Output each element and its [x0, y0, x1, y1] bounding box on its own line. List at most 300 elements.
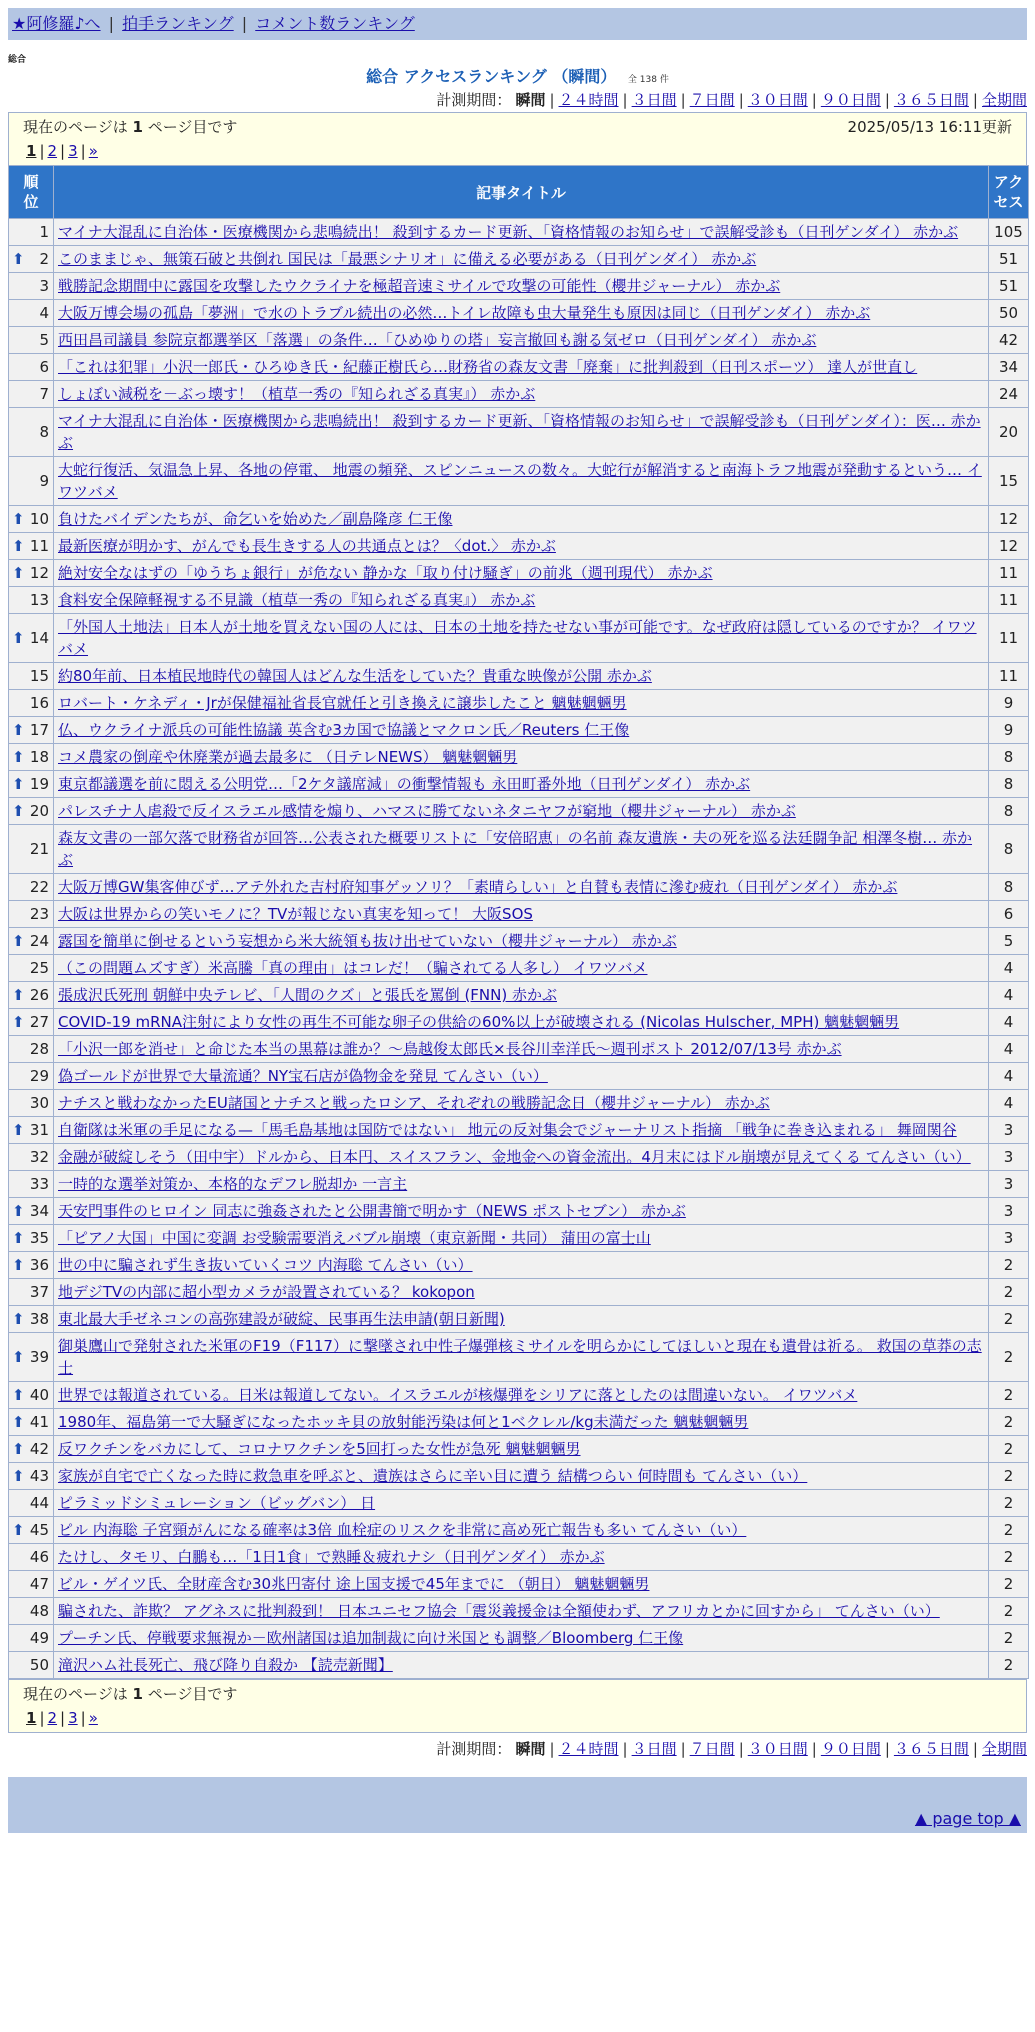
article-link[interactable]: 露国を簡単に倒せるという妄想から米大統領も抜け出せていない（櫻井ジャーナル） 赤かぶ — [58, 932, 677, 950]
table-row — [9, 1306, 1028, 1332]
up-arrow-icon: ⬆ — [12, 1256, 25, 1274]
page-separator: | — [80, 1709, 86, 1727]
period-option[interactable]: ７日間 — [689, 91, 735, 109]
article-link[interactable]: 「外国人土地法」日本人が土地を買えない国の人には、日本の土地を持たせない事が可能です。なぜ政府は隠しているのですか？ イワツバメ — [58, 618, 977, 658]
rank-number: 8 — [39, 423, 49, 441]
rank-number: 38 — [29, 1310, 49, 1328]
rank-cell — [9, 587, 53, 613]
rank-cell — [9, 1171, 53, 1197]
rank-cell — [9, 1625, 53, 1651]
article-link[interactable]: 世界では報道されている。日米は報道してない。イスラエルが核爆弾をシリアに落としたのは間違いない。 イワツバメ — [58, 1386, 858, 1404]
article-link[interactable]: パレスチナ人虐殺で反イスラエル感情を煽り、ハマスに勝てないネタニヤフが窮地（櫻井ジャーナル） 赤かぶ — [58, 802, 796, 820]
period-selector-top — [8, 88, 1027, 112]
article-link[interactable]: 金融が破綻しそう（田中宇）ドルから、日本円、スイスフラン、金地金への資金流出。4月末にはドル崩壊が見えてくる てんさい（い） — [58, 1148, 971, 1166]
title-cell — [54, 1463, 988, 1489]
rank-number: 48 — [29, 1602, 49, 1620]
title-cell — [54, 1144, 988, 1170]
period-option[interactable]: ９０日間 — [820, 91, 881, 109]
rank-cell — [9, 955, 53, 981]
rank-number: 18 — [29, 748, 49, 766]
page-title-row — [8, 66, 1027, 88]
rank-number: 4 — [39, 304, 49, 322]
article-link[interactable]: 東京都議選を前に悶える公明党…「2ケタ議席減」の衝撃情報も 永田町番外地（日刊ゲンダイ） 赤かぶ — [58, 775, 751, 793]
page-separator: | — [60, 1709, 66, 1727]
next-page-link[interactable]: » — [88, 142, 98, 160]
article-link[interactable]: 自衛隊は米軍の手足になる—「馬毛島基地は国防ではない」 地元の反対集会でジャーナリスト指摘 「戦争に巻き込まれる」 舞岡関谷 — [58, 1121, 957, 1139]
article-link[interactable]: 騙された、詐欺？ アグネスに批判殺到！ 日本ユニセフ協会「震災義援金は全額使わず、アフリカとかに回すから」 てんさい（い） — [58, 1602, 940, 1620]
access-count: 2 — [989, 1306, 1028, 1332]
page-link: 1 — [26, 1709, 37, 1727]
title-cell — [54, 1598, 988, 1624]
rank-number: 5 — [39, 331, 49, 349]
rank-number: 30 — [29, 1094, 49, 1112]
rank-number: 29 — [29, 1067, 49, 1085]
up-arrow-icon: ⬆ — [12, 1521, 25, 1539]
page-link[interactable]: 2 — [47, 1709, 58, 1727]
page-status-suffix: ページ目です — [147, 118, 238, 136]
table-row — [9, 354, 1028, 380]
table-row — [9, 1198, 1028, 1224]
rank-cell — [9, 663, 53, 689]
table-row — [9, 1225, 1028, 1251]
rank-number: 26 — [29, 986, 49, 1004]
period-separator: | — [549, 91, 555, 109]
title-cell — [54, 1544, 988, 1570]
period-separator: | — [884, 1740, 890, 1758]
title-cell — [54, 354, 988, 380]
access-count: 5 — [989, 928, 1028, 954]
page-link[interactable]: 3 — [68, 1709, 78, 1727]
rank-number: 35 — [29, 1229, 49, 1247]
up-arrow-icon: ⬆ — [12, 629, 25, 647]
pagination-top — [23, 139, 1012, 163]
rank-cell — [9, 614, 53, 662]
table-row — [9, 798, 1028, 824]
title-cell — [54, 1382, 988, 1408]
period-option[interactable]: 全期間 — [981, 91, 1027, 109]
access-count: 2 — [989, 1625, 1028, 1651]
period-option[interactable]: ３６５日間 — [893, 1740, 969, 1758]
article-link[interactable]: 張成沢氏死刑 朝鮮中央テレビ、「人間のクズ」と張氏を罵倒 (FNN) 赤かぶ — [58, 986, 557, 1004]
access-count: 2 — [989, 1333, 1028, 1381]
access-count: 3 — [989, 1171, 1028, 1197]
article-link[interactable]: コメ農家の倒産や休廃業が過去最多に （日テレNEWS） 魑魅魍魎男 — [58, 748, 518, 766]
article-link[interactable]: 大阪万博会場の孤島「夢洲」で水のトラブル続出の必然…トイレ故障も虫大量発生も原因は同じ（日刊ゲンダイ） 赤かぶ — [58, 304, 871, 322]
article-link[interactable]: 大蛇行復活、気温急上昇、各地の停電、 地震の頻発、スピンニュースの数々。大蛇行が解消すると南海トラフ地震が発動するという… イワツバメ — [58, 461, 982, 501]
article-link[interactable]: 御巣鷹山で発射された米軍のF19（F117）に撃墜され中性子爆弾核ミサイルを明らかにしてほしいと現在も遺骨は祈る。 救国の草莽の志士 — [58, 1337, 982, 1377]
rank-number: 17 — [29, 721, 49, 739]
home-link[interactable]: ★阿修羅♪へ — [12, 14, 101, 33]
title-cell — [54, 246, 988, 272]
period-separator: | — [811, 91, 817, 109]
title-cell — [54, 1333, 988, 1381]
article-link[interactable]: 「ピアノ大国」中国に変調 お受験需要消えバブル崩壊（東京新聞・共同） 蒲田の富士山 — [58, 1229, 651, 1247]
up-arrow-icon: ⬆ — [12, 1229, 25, 1247]
table-row — [9, 457, 1028, 505]
rank-cell — [9, 327, 53, 353]
period-option[interactable]: ７日間 — [689, 1740, 735, 1758]
updated-time: 2025/05/13 16:11更新 — [847, 118, 1012, 136]
rank-cell — [9, 273, 53, 299]
article-link[interactable]: 西田昌司議員 参院京都選挙区「落選」の条件…「ひめゆりの塔」妄言撤回も謝る気ゼロ（日刊ゲンダイ） 赤かぶ — [58, 331, 817, 349]
page-separator: | — [39, 142, 45, 160]
article-link[interactable]: 「小沢一郎を消せ」と命じた本当の黒幕は誰か？～鳥越俊太郎氏×長谷川幸洋氏～週刊ポスト 2012/07/13号 赤かぶ — [58, 1040, 842, 1058]
title-cell — [54, 1279, 988, 1305]
title-cell — [54, 1625, 988, 1651]
article-link[interactable]: しょぼい減税を－ぶっ壊す！（植草一秀の『知られざる真実』） 赤かぶ — [58, 385, 536, 403]
nav-separator: | — [108, 14, 115, 33]
table-row — [9, 273, 1028, 299]
period-option[interactable]: ２４時間 — [558, 1740, 619, 1758]
article-link[interactable]: 絶対安全なはずの「ゆうちょ銀行」が危ない 静かな「取り付け騒ぎ」の前兆（週刊現代） 赤かぶ — [58, 564, 713, 582]
page-link[interactable]: 3 — [68, 142, 78, 160]
access-count: 2 — [989, 1544, 1028, 1570]
title-cell — [54, 1306, 988, 1332]
page-link[interactable]: 2 — [47, 142, 58, 160]
rank-cell — [9, 744, 53, 770]
access-count: 3 — [989, 1225, 1028, 1251]
rank-cell — [9, 1279, 53, 1305]
next-page-link[interactable]: » — [88, 1709, 98, 1727]
period-option[interactable]: ３日間 — [631, 1740, 677, 1758]
rank-cell — [9, 1144, 53, 1170]
rank-number: 31 — [29, 1121, 49, 1139]
pagination-bottom — [23, 1706, 1012, 1730]
up-arrow-icon: ⬆ — [12, 721, 25, 739]
period-label: 計測期間： — [436, 91, 512, 109]
access-count: 4 — [989, 982, 1028, 1008]
access-count: 42 — [989, 327, 1028, 353]
access-count: 51 — [989, 273, 1028, 299]
article-link[interactable]: 「これは犯罪」小沢一郎氏・ひろゆき氏・紀藤正樹氏ら…財務省の森友文書「廃棄」に批判殺到（日刊スポーツ） 達人が世直し — [58, 358, 918, 376]
table-row — [9, 744, 1028, 770]
table-row — [9, 955, 1028, 981]
access-count: 4 — [989, 1009, 1028, 1035]
up-arrow-icon: ⬆ — [12, 510, 25, 528]
title-cell — [54, 300, 988, 326]
rank-number: 40 — [29, 1386, 49, 1404]
period-selector-bottom — [8, 1737, 1027, 1761]
table-row — [9, 901, 1028, 927]
rank-number: 14 — [29, 629, 49, 647]
article-link[interactable]: プーチン氏、停戦要求無視か－欧州諸国は追加制裁に向け米国とも調整／Bloomberg 仁王像 — [58, 1629, 684, 1647]
article-link[interactable]: 反ワクチンをバカにして、コロナワクチンを5回打った女性が急死 魑魅魍魎男 — [58, 1440, 581, 1458]
table-row — [9, 327, 1028, 353]
article-link[interactable]: 負けたバイデンたちが、命乞いを始めた／副島隆彦 仁王像 — [58, 510, 453, 528]
article-link[interactable]: 家族が自宅で亡くなった時に救急車を呼ぶと、遺族はさらに辛い目に遭う 結構つらい 何時間も てんさい（い） — [58, 1467, 808, 1485]
table-row — [9, 1571, 1028, 1597]
title-cell — [54, 614, 988, 662]
access-count: 4 — [989, 1036, 1028, 1062]
access-count: 8 — [989, 798, 1028, 824]
rank-number: 16 — [29, 694, 49, 712]
rank-cell — [9, 717, 53, 743]
table-row — [9, 1090, 1028, 1116]
title-cell — [54, 1171, 988, 1197]
table-row — [9, 1036, 1028, 1062]
up-arrow-icon: ⬆ — [12, 748, 25, 766]
table-row — [9, 1409, 1028, 1435]
rank-number: 21 — [29, 840, 49, 858]
table-row — [9, 1598, 1028, 1624]
rank-number: 23 — [29, 905, 49, 923]
rank-number: 46 — [29, 1548, 49, 1566]
article-link[interactable]: COVID-19 mRNA注射により女性の再生不可能な卵子の供給の60%以上が破壊される (Nicolas Hulscher, MPH) 魑魅魍魎男 — [58, 1013, 900, 1031]
rank-number: 15 — [29, 667, 49, 685]
comment-ranking-link[interactable]: コメント数ランキング — [255, 14, 415, 33]
article-link[interactable]: 森友文書の一部欠落で財務省が回答…公表された概要リストに「安倍昭恵」の名前 森友遺族・夫の死を巡る法廷闘争記 相澤冬樹… 赤かぶ — [58, 829, 973, 869]
rank-cell — [9, 1571, 53, 1597]
rank-number: 47 — [29, 1575, 49, 1593]
table-row — [9, 246, 1028, 272]
page-top-bar — [8, 1805, 1027, 1833]
rank-number: 34 — [29, 1202, 49, 1220]
access-count: 24 — [989, 381, 1028, 407]
rank-cell — [9, 1333, 53, 1381]
rank-number: 50 — [29, 1656, 49, 1674]
access-count: 2 — [989, 1463, 1028, 1489]
access-count: 2 — [989, 1598, 1028, 1624]
table-row — [9, 1009, 1028, 1035]
rank-cell — [9, 1117, 53, 1143]
rank-number: 25 — [29, 959, 49, 977]
article-link[interactable]: マイナ大混乱に自治体・医療機関から悲鳴続出！ 殺到するカード更新、「資格情報のお知らせ」で誤解受診も（日刊ゲンダイ）：医… 赤かぶ — [58, 412, 981, 452]
access-count: 2 — [989, 1652, 1028, 1678]
article-link[interactable]: （この問題ムズすぎ）米高騰「真の理由」はコレだ！（騙されてる人多し） イワツバメ — [58, 959, 648, 977]
clap-ranking-link[interactable]: 拍手ランキング — [122, 14, 234, 33]
rank-number: 33 — [29, 1175, 49, 1193]
title-cell — [54, 1409, 988, 1435]
article-link[interactable]: 東北最大手ゼネコンの高弥建設が破綻、民事再生法申請(朝日新聞) — [58, 1310, 505, 1328]
page-info-top — [8, 112, 1027, 165]
period-option: 瞬間 — [515, 1740, 546, 1758]
title-cell — [54, 1036, 988, 1062]
article-link[interactable]: たけし、タモリ、白鵬も…「1日1食」で熟睡＆疲れナシ（日刊ゲンダイ） 赤かぶ — [58, 1548, 605, 1566]
page-status-prefix: 現在のページは — [23, 1685, 128, 1703]
title-cell — [54, 874, 988, 900]
title-cell — [54, 1225, 988, 1251]
period-option[interactable]: 全期間 — [981, 1740, 1027, 1758]
rank-cell — [9, 354, 53, 380]
rank-number: 28 — [29, 1040, 49, 1058]
access-count: 9 — [989, 690, 1028, 716]
rank-cell — [9, 219, 53, 245]
up-arrow-icon: ⬆ — [12, 250, 25, 268]
article-link[interactable]: ナチスと戦わなかったEU諸国とナチスと戦ったロシア、それぞれの戦勝記念日（櫻井ジャーナル） 赤かぶ — [58, 1094, 770, 1112]
article-link[interactable]: ロバート・ケネディ・Jrが保健福祉省長官就任と引き換えに譲歩したこと 魑魅魍魎男 — [58, 694, 627, 712]
page-separator: | — [80, 142, 86, 160]
rank-cell — [9, 1436, 53, 1462]
title-cell — [54, 1436, 988, 1462]
rank-number: 24 — [29, 932, 49, 950]
rank-cell — [9, 1652, 53, 1678]
access-count: 2 — [989, 1571, 1028, 1597]
rank-number: 3 — [39, 277, 49, 295]
page-status-prefix: 現在のページは — [23, 118, 128, 136]
access-count: 3 — [989, 1198, 1028, 1224]
rank-number: 36 — [29, 1256, 49, 1274]
rank-number: 6 — [39, 358, 49, 376]
article-link[interactable]: 大阪は世界からの笑いモノに？TVが報じない真実を知って！ 大阪SOS — [58, 905, 533, 923]
table-row — [9, 1517, 1028, 1543]
article-link[interactable]: 滝沢ハム社長死亡、飛び降り自殺か 【読売新聞】 — [58, 1656, 393, 1674]
title-cell — [54, 955, 988, 981]
table-row — [9, 874, 1028, 900]
table-row — [9, 1063, 1028, 1089]
up-arrow-icon: ⬆ — [12, 1348, 25, 1366]
title-cell — [54, 1571, 988, 1597]
article-link[interactable]: 1980年、福島第一で大騒ぎになったホッキ貝の放射能汚染は何と1ベクレル/kg未満だった 魑魅魍魎男 — [58, 1413, 749, 1431]
access-count: 2 — [989, 1382, 1028, 1408]
rank-cell — [9, 1409, 53, 1435]
nav-separator: | — [241, 14, 248, 33]
rank-number: 13 — [29, 591, 49, 609]
title-cell — [54, 744, 988, 770]
article-link[interactable]: 仏、ウクライナ派兵の可能性協議 英含む3カ国で協議とマクロン氏／Reuters 仁王像 — [58, 721, 630, 739]
period-option[interactable]: ２４時間 — [558, 91, 619, 109]
up-arrow-icon: ⬆ — [12, 1310, 25, 1328]
title-cell — [54, 901, 988, 927]
rank-cell — [9, 1382, 53, 1408]
access-count: 3 — [989, 1144, 1028, 1170]
rank-header: 順位 — [9, 166, 53, 218]
title-cell — [54, 219, 988, 245]
article-link[interactable]: 約80年前、日本植民地時代の韓国人はどんな生活をしていた？貴重な映像が公開 赤かぶ — [58, 667, 652, 685]
period-separator: | — [622, 91, 628, 109]
ranking-table — [8, 165, 1029, 1679]
access-count: 2 — [989, 1409, 1028, 1435]
period-separator: | — [972, 91, 978, 109]
rank-cell — [9, 560, 53, 586]
period-separator: | — [884, 91, 890, 109]
title-cell — [54, 663, 988, 689]
period-option[interactable]: ３６５日間 — [893, 91, 969, 109]
period-separator: | — [622, 1740, 628, 1758]
rank-cell — [9, 408, 53, 456]
table-row — [9, 690, 1028, 716]
rank-cell — [9, 825, 53, 873]
article-link[interactable]: 大阪万博GW集客伸びず…アテ外れた吉村府知事ゲッソリ？「素晴らしい」と自賛も表情に滲む疲れ（日刊ゲンダイ） 赤かぶ — [58, 878, 898, 896]
period-separator: | — [680, 91, 686, 109]
rank-number: 41 — [29, 1413, 49, 1431]
title-cell — [54, 1517, 988, 1543]
title-header: 記事タイトル — [54, 166, 988, 218]
page-status-suffix: ページ目です — [147, 1685, 238, 1703]
table-row — [9, 1382, 1028, 1408]
title-cell — [54, 771, 988, 797]
page-info-bottom — [8, 1679, 1027, 1733]
page-top-link[interactable]: ▲ page top ▲ — [914, 1809, 1021, 1828]
article-link[interactable]: このままじゃ、無策石破と共倒れ 国民は「最悪シナリオ」に備える必要がある（日刊ゲンダイ） 赤かぶ — [58, 250, 757, 268]
period-separator: | — [811, 1740, 817, 1758]
article-link[interactable]: ビル・ゲイツ氏、全財産含む30兆円寄付 途上国支援で45年までに （朝日） 魑魅魍魎男 — [58, 1575, 650, 1593]
table-row — [9, 1117, 1028, 1143]
access-count: 15 — [989, 457, 1028, 505]
title-cell — [54, 928, 988, 954]
rank-number: 45 — [29, 1521, 49, 1539]
access-count: 12 — [989, 533, 1028, 559]
access-count: 4 — [989, 1063, 1028, 1089]
title-cell — [54, 1252, 988, 1278]
rank-cell — [9, 457, 53, 505]
access-count: 8 — [989, 771, 1028, 797]
table-row — [9, 771, 1028, 797]
period-option[interactable]: ３０日間 — [747, 1740, 808, 1758]
rank-number: 11 — [29, 537, 49, 555]
article-link[interactable]: 天安門事件のヒロイン 同志に強姦されたと公開書簡で明かす（NEWS ポストセブン） 赤かぶ — [58, 1202, 686, 1220]
article-link[interactable]: 一時的な選挙対策か、本格的なデフレ脱却か 一言主 — [58, 1175, 408, 1193]
period-option: 瞬間 — [515, 91, 546, 109]
access-count: 51 — [989, 246, 1028, 272]
article-link[interactable]: ピル 内海聡 子宮頸がんになる確率は3倍 血栓症のリスクを非常に高め死亡報告も多い てんさい（い） — [58, 1521, 747, 1539]
rank-cell — [9, 1009, 53, 1035]
title-cell — [54, 533, 988, 559]
rank-cell — [9, 1036, 53, 1062]
title-cell — [54, 457, 988, 505]
period-separator: | — [972, 1740, 978, 1758]
article-link[interactable]: 最新医療が明かす、がんでも長生きする人の共通点とは？〈dot.〉 赤かぶ — [58, 537, 556, 555]
rank-cell — [9, 506, 53, 532]
rank-cell — [9, 381, 53, 407]
article-link[interactable]: 世の中に騙されず生き抜いていくコツ 内海聡 てんさい（い） — [58, 1256, 473, 1274]
access-header: アクセス — [989, 166, 1028, 218]
title-cell — [54, 506, 988, 532]
rank-number: 19 — [29, 775, 49, 793]
article-link[interactable]: 食料安全保障軽視する不見識（植草一秀の『知られざる真実』） 赤かぶ — [58, 591, 536, 609]
period-separator: | — [738, 91, 744, 109]
table-row — [9, 663, 1028, 689]
article-link[interactable]: 地デジTVの内部に超小型カメラが設置されている？ kokopon — [58, 1283, 475, 1301]
table-row — [9, 1279, 1028, 1305]
rank-cell — [9, 1463, 53, 1489]
article-link[interactable]: 戦勝記念期間中に露国を攻撃したウクライナを極超音速ミサイルで攻撃の可能性（櫻井ジャーナル） 赤かぶ — [58, 277, 781, 295]
table-row — [9, 825, 1028, 873]
title-cell — [54, 1090, 988, 1116]
current-page-number: 1 — [132, 118, 143, 136]
period-separator: | — [738, 1740, 744, 1758]
title-cell — [54, 560, 988, 586]
access-count: 11 — [989, 614, 1028, 662]
article-link[interactable]: マイナ大混乱に自治体・医療機関から悲鳴続出！ 殺到するカード更新、「資格情報のお知らせ」で誤解受診も（日刊ゲンダイ） 赤かぶ — [58, 223, 959, 241]
rank-cell — [9, 1225, 53, 1251]
total-count: 全 138 件 — [627, 75, 669, 85]
rank-cell — [9, 300, 53, 326]
access-count: 2 — [989, 1490, 1028, 1516]
table-row — [9, 928, 1028, 954]
up-arrow-icon: ⬆ — [12, 537, 25, 555]
table-row — [9, 1463, 1028, 1489]
rank-cell — [9, 982, 53, 1008]
title-cell — [54, 273, 988, 299]
period-option[interactable]: ３日間 — [631, 91, 677, 109]
period-label: 計測期間： — [436, 1740, 512, 1758]
rank-number: 42 — [29, 1440, 49, 1458]
rank-number: 49 — [29, 1629, 49, 1647]
article-link[interactable]: 偽ゴールドが世界で大量流通？NY宝石店が偽物金を発見 てんさい（い） — [58, 1067, 548, 1085]
rank-cell — [9, 798, 53, 824]
article-link[interactable]: ピラミッドシミュレーション（ビッグバン） 日 — [58, 1494, 376, 1512]
period-option[interactable]: ３０日間 — [747, 91, 808, 109]
access-count: 2 — [989, 1252, 1028, 1278]
access-count: 8 — [989, 825, 1028, 873]
up-arrow-icon: ⬆ — [12, 1440, 25, 1458]
table-row — [9, 587, 1028, 613]
period-option[interactable]: ９０日間 — [820, 1740, 881, 1758]
access-count: 6 — [989, 901, 1028, 927]
table-row — [9, 533, 1028, 559]
title-cell — [54, 1652, 988, 1678]
title-cell — [54, 717, 988, 743]
